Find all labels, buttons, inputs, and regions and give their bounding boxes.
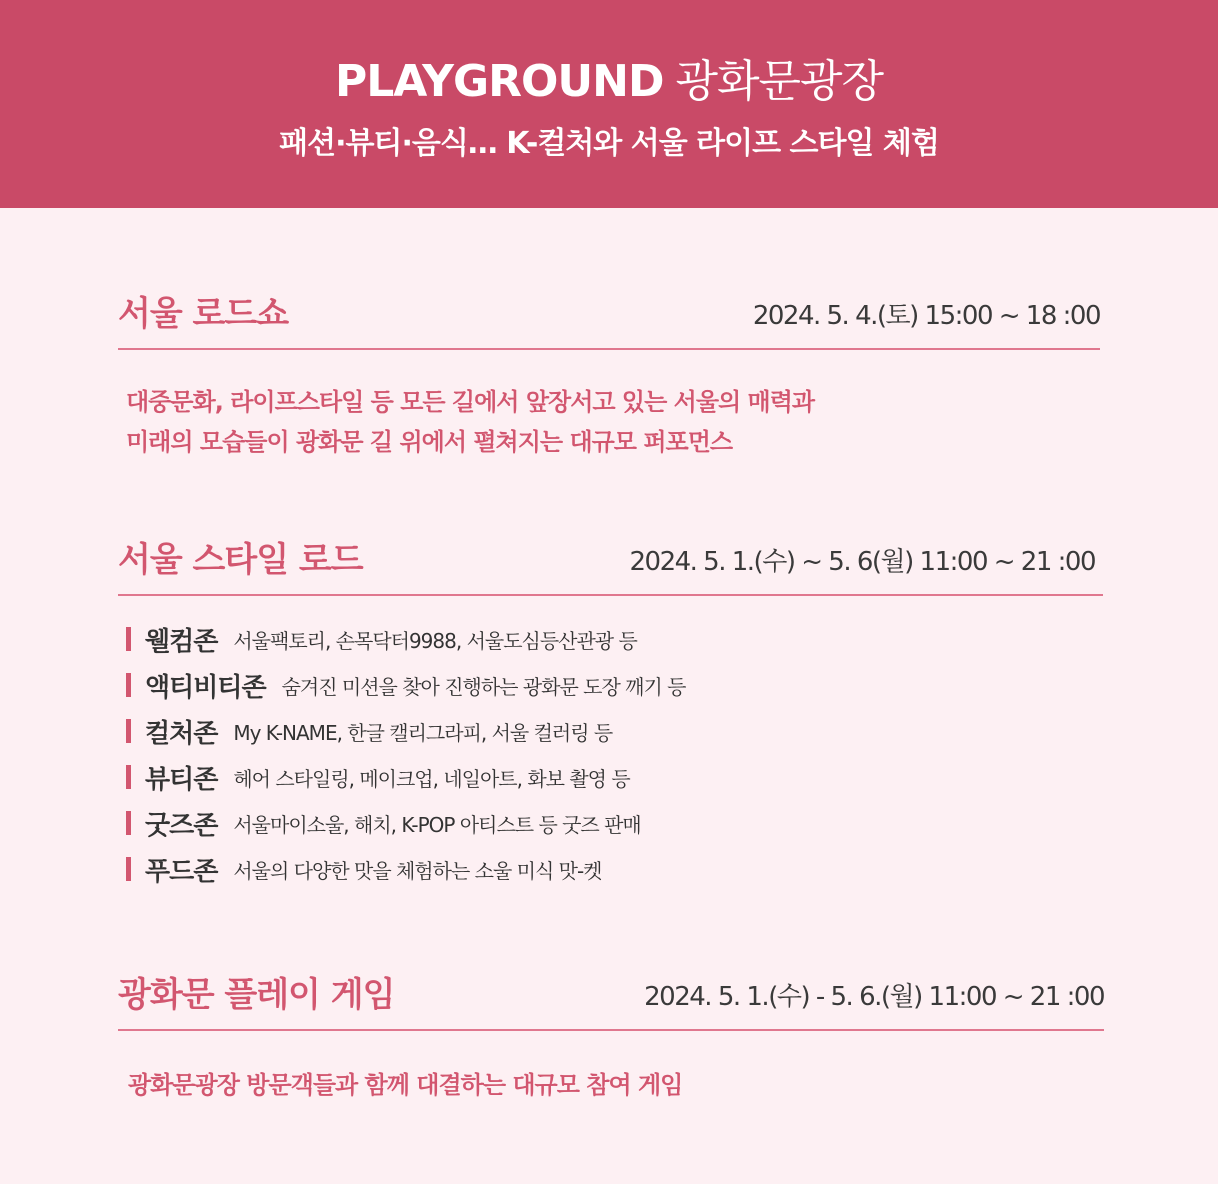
section-title: 광화문 플레이 게임 xyxy=(118,975,395,1015)
description-line: 미래의 모습들이 광화문 길 위에서 펼쳐지는 대규모 퍼포먼스 xyxy=(126,428,733,456)
zone-name: 푸드존 xyxy=(145,856,218,887)
zone-list xyxy=(126,616,1103,892)
header-banner xyxy=(0,0,1218,208)
zone-description: 서울마이소울, 해치, K-POP 아티스트 등 굿즈 판매 xyxy=(233,812,641,837)
section-header xyxy=(118,971,1104,1031)
section-header xyxy=(118,290,1100,350)
zone-name: 액티비티존 xyxy=(145,672,266,703)
title-ko: 광화문광장 xyxy=(675,56,883,107)
zone-marker xyxy=(126,765,131,789)
section-divider xyxy=(118,348,1100,350)
zone-item xyxy=(126,754,1103,800)
section-date: 2024. 5. 1.(수) - 5. 6.(월) 11:00 ~ 21 :00 xyxy=(644,982,1104,1012)
zone-name: 뷰티존 xyxy=(145,764,218,795)
page-title xyxy=(0,52,1218,112)
section-style-road xyxy=(118,536,1103,892)
zone-marker xyxy=(126,857,131,881)
section-date: 2024. 5. 1.(수) ~ 5. 6(월) 11:00 ~ 21 :00 xyxy=(629,547,1095,577)
section-divider xyxy=(118,1029,1104,1031)
zone-description: 숨겨진 미션을 찾아 진행하는 광화문 도장 깨기 등 xyxy=(281,674,686,699)
zone-marker xyxy=(126,811,131,835)
zone-marker xyxy=(126,673,131,697)
description-line: 대중문화, 라이프스타일 등 모든 길에서 앞장서고 있는 서울의 매력과 xyxy=(126,388,815,416)
section-description xyxy=(128,1065,1104,1105)
section-play-game xyxy=(118,971,1104,1105)
zone-item xyxy=(126,662,1103,708)
zone-description: 서울의 다양한 맛을 체험하는 소울 미식 맛-켓 xyxy=(233,858,602,883)
zone-description: My K-NAME, 한글 캘리그라피, 서울 컬러링 등 xyxy=(233,720,613,745)
zone-name: 굿즈존 xyxy=(145,810,218,841)
zone-description: 헤어 스타일링, 메이크업, 네일아트, 화보 촬영 등 xyxy=(233,766,630,791)
zone-marker xyxy=(126,627,131,651)
title-en: PLAYGROUND xyxy=(335,56,664,107)
zone-description: 서울팩토리, 손목닥터9988, 서울도심등산관광 등 xyxy=(233,628,637,653)
zone-item xyxy=(126,846,1103,892)
zone-name: 웰컴존 xyxy=(145,626,218,657)
section-description xyxy=(126,382,1100,462)
section-roadshow xyxy=(118,290,1100,462)
zone-item xyxy=(126,800,1103,846)
zone-item xyxy=(126,616,1103,662)
description-line: 광화문광장 방문객들과 함께 대결하는 대규모 참여 게임 xyxy=(128,1071,683,1099)
zone-item xyxy=(126,708,1103,754)
section-header xyxy=(118,536,1103,596)
section-title: 서울 스타일 로드 xyxy=(118,540,363,580)
page-subtitle: 패션·뷰티·음식… K-컬처와 서울 라이프 스타일 체험 xyxy=(279,126,939,161)
section-date: 2024. 5. 4.(토) 15:00 ~ 18 :00 xyxy=(752,301,1100,331)
zone-marker xyxy=(126,719,131,743)
section-title: 서울 로드쇼 xyxy=(118,294,289,334)
section-divider xyxy=(118,594,1103,596)
zone-name: 컬처존 xyxy=(145,718,218,749)
